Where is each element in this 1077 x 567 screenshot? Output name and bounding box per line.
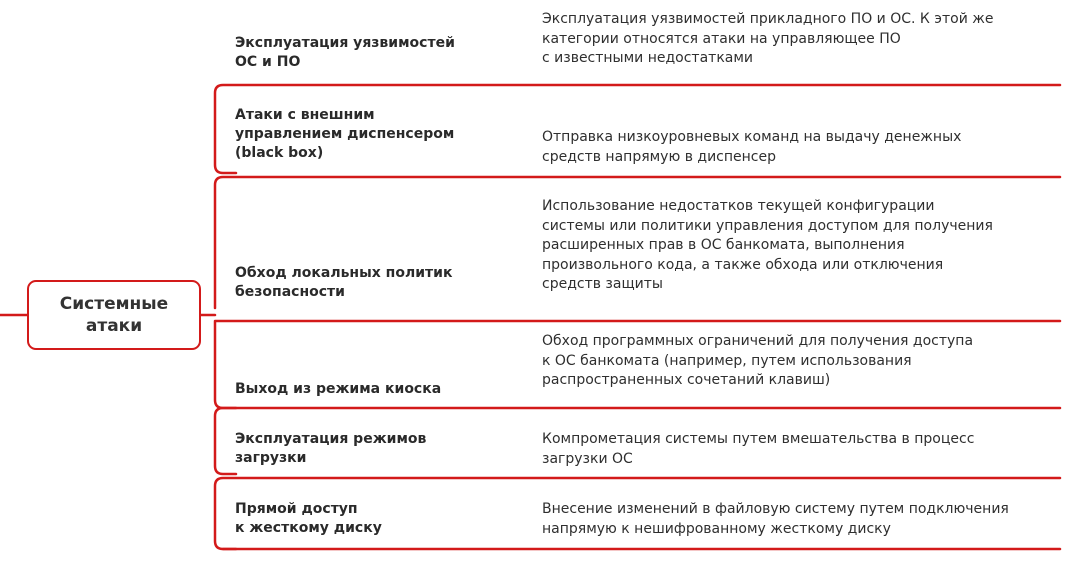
row-title-local-policy-bypass: Обход локальных политик безопасности [235, 265, 453, 300]
row-title-kiosk-escape: Выход из режима киоска [235, 381, 442, 397]
root-label: Системные атаки [59, 294, 169, 336]
row-description-kiosk-escape: Обход программных ограничений для получения доступа к ОС банкомата (например, путем использования распространенных сочетаний клавиш) [542, 333, 974, 388]
bracket-row-4 [215, 322, 236, 408]
row-description-boot-mode-exploit: Компрометация системы путем вмешательства в процесс загрузки ОС [542, 431, 975, 467]
row-description-os-software-exploit: Эксплуатация уязвимостей прикладного ПО и ОС. К этой же категории относятся атаки на управляющее ПО с известными недостатками [542, 11, 994, 66]
row-description-direct-disk-access: Внесение изменений в файловую систему путем подключения напрямую к нешифрованному жесткому диску [542, 501, 1009, 537]
row-title-direct-disk-access: Прямой доступ к жесткому диску [235, 501, 382, 536]
row-description-local-policy-bypass: Использование недостатков текущей конфигурации системы или политики управления доступом для получения расширенных прав в ОС банкомата, выполнения произвольного кода, а также обхода или отключения средств защиты [542, 198, 993, 292]
root-node [27, 280, 201, 350]
row-title-black-box: Атаки с внешним управлением диспенсером (black box) [235, 107, 455, 161]
row-title-os-software-exploit: Эксплуатация уязвимостей ОС и ПО [235, 35, 455, 70]
row-description-black-box: Отправка низкоуровневых команд на выдачу денежных средств напрямую в диспенсер [542, 129, 962, 165]
row-title-boot-mode-exploit: Эксплуатация режимов загрузки [235, 431, 427, 466]
